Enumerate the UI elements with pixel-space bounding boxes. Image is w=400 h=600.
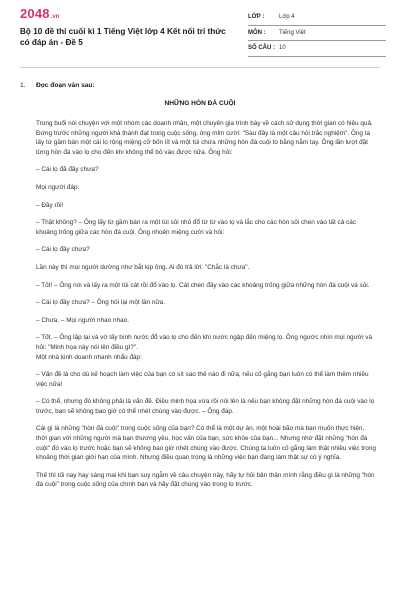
paragraph: – Cái lọ đầy chưa? – Ông hỏi lại một lần nữa. <box>36 299 165 307</box>
logo-suffix: .vn <box>50 14 60 20</box>
site-logo[interactable] <box>20 8 59 20</box>
paragraph: Một nhà kinh doanh nhanh nhẩu đáp: <box>36 353 142 361</box>
page-header <box>0 0 400 64</box>
paragraph: – Thật không? – Ông lấy từ gầm bàn ra một túi sỏi nhỏ đổ từ từ vào lọ và lắc cho các hòn sỏi chen vào tất cả các khoảng trống giữa các hòn đá cuội. Ông nhoẻn miệng cười và hỏi: <box>36 219 357 236</box>
paragraph: Cái gì là những "hòn đá cuội" trong cuộc sống của bạn? Có thể là một dự án, một hoài bão mà bạn muốn thực hiện, thời gian với những người mà bạn thương yêu, học vấn của bạn, sức khỏe của bạn... Nhưng nhớ đặt những "hòn đá cuội" đó vào lọ trước hoặc bạn sẽ không bao giờ nhét chúng vào được. Chúng ta luôn cố gắng làm thật nhiều việc trong khoảng thời gian giới hạn của mình. Nhưng điều quan trọng là những việc bạn đang làm thật sự có ý nghĩa. <box>36 425 376 462</box>
paragraph: – Có thể, nhưng đó không phải là vấn đề. Điều minh họa vừa rồi nói lên là nếu bạn không đặt những hòn đá cuội vào lọ trước, bạn sẽ không bao giờ có thể nhét chúng vào được. – Ông đáp. <box>36 398 375 415</box>
page-title: Bộ 10 đề thi cuối kì 1 Tiếng Việt lớp 4 Kết nối tri thức có đáp án - Đề 5 <box>20 27 226 47</box>
question-number: 1. <box>20 82 26 89</box>
meta-subject-value: Tiếng Việt <box>279 29 306 36</box>
meta-subject-row <box>248 26 386 42</box>
paragraph: – Tốt! – Ông nói và lấy ra một túi cát rồi đổ vào lọ. Cát chen đầy vào các khoảng trống giữa những hòn đá cuội và sỏi. <box>36 281 370 289</box>
question-instruction: Đọc đoạn văn sau: <box>36 82 95 89</box>
meta-grade-label: LỚP : <box>248 14 265 21</box>
meta-count-value: 10 <box>279 45 286 52</box>
story-title: NHỮNG HÒN ĐÁ CUỘI <box>164 100 236 107</box>
paragraph: Lần này thì mọi người dường như bắt kịp ông. Ai đó trả lời: "Chắc là chưa". <box>36 263 250 271</box>
paragraph: Thế thì tối nay hay sáng mai khi bạn suy ngẫm về câu chuyện này, hãy tự hỏi bản thân mình rằng điều gì là những "hòn đá cuội" trong cuộc sống của chính bạn và hãy đặt chúng vào trong lọ trước. <box>36 471 375 489</box>
header-divider <box>20 67 380 68</box>
paragraph: – Vấn đề là cho dù kế hoạch làm việc của bạn có sít sao thế nào đi nữa, nếu cố gắng bạn luôn có thể làm thêm nhiều việc nữa! <box>36 371 369 388</box>
paragraph: – Cái lọ đã đầy chưa? <box>36 166 99 174</box>
paragraph: – Chưa. – Mọi người nhao nhao. <box>36 316 130 324</box>
meta-count-label: SỐ CÂU : <box>248 45 275 52</box>
logo-text: 2048 <box>20 6 50 21</box>
paragraph: Mọi người đáp: <box>36 183 80 191</box>
paragraph: – Tốt. – Ông lặp lại và vớ lấy bình nước đổ vào lọ cho đến khi nước ngập đến miệng lọ. Ông ngước nhìn mọi người và hỏi: "Minh họa này nói lên điều gì?". <box>36 334 373 351</box>
meta-grade-value: Lớp 4 <box>279 14 295 21</box>
paragraph: Trong buổi nói chuyện với một nhóm các doanh nhân, một chuyên gia trình bày về cách sử dụng thời gian có hiệu quả. Đứng trước những người khá thành đạt trong cuộc sống, ông mỉm cười: "Sau đây là một câu hỏi trắc nghiệm". Ông ta lấy từ gầm bàn một cái lọ rộng miệng cỡ bốn lít và một túi chứa những hòn đá cuội to bằng nắm tay. Ông lần lượt đặt từng hòn đá vào lọ cho đến khi không thể bỏ vào được nữa. Ông hỏi: <box>36 120 373 156</box>
paragraph: – Cái lọ đầy chưa? <box>36 246 90 254</box>
story-body <box>36 119 376 498</box>
exam-meta <box>248 10 386 57</box>
paragraph: – Đầy rồi! <box>36 201 64 209</box>
meta-count-row <box>248 41 386 57</box>
meta-grade-row <box>248 10 386 26</box>
meta-subject-label: MÔN : <box>248 29 266 36</box>
